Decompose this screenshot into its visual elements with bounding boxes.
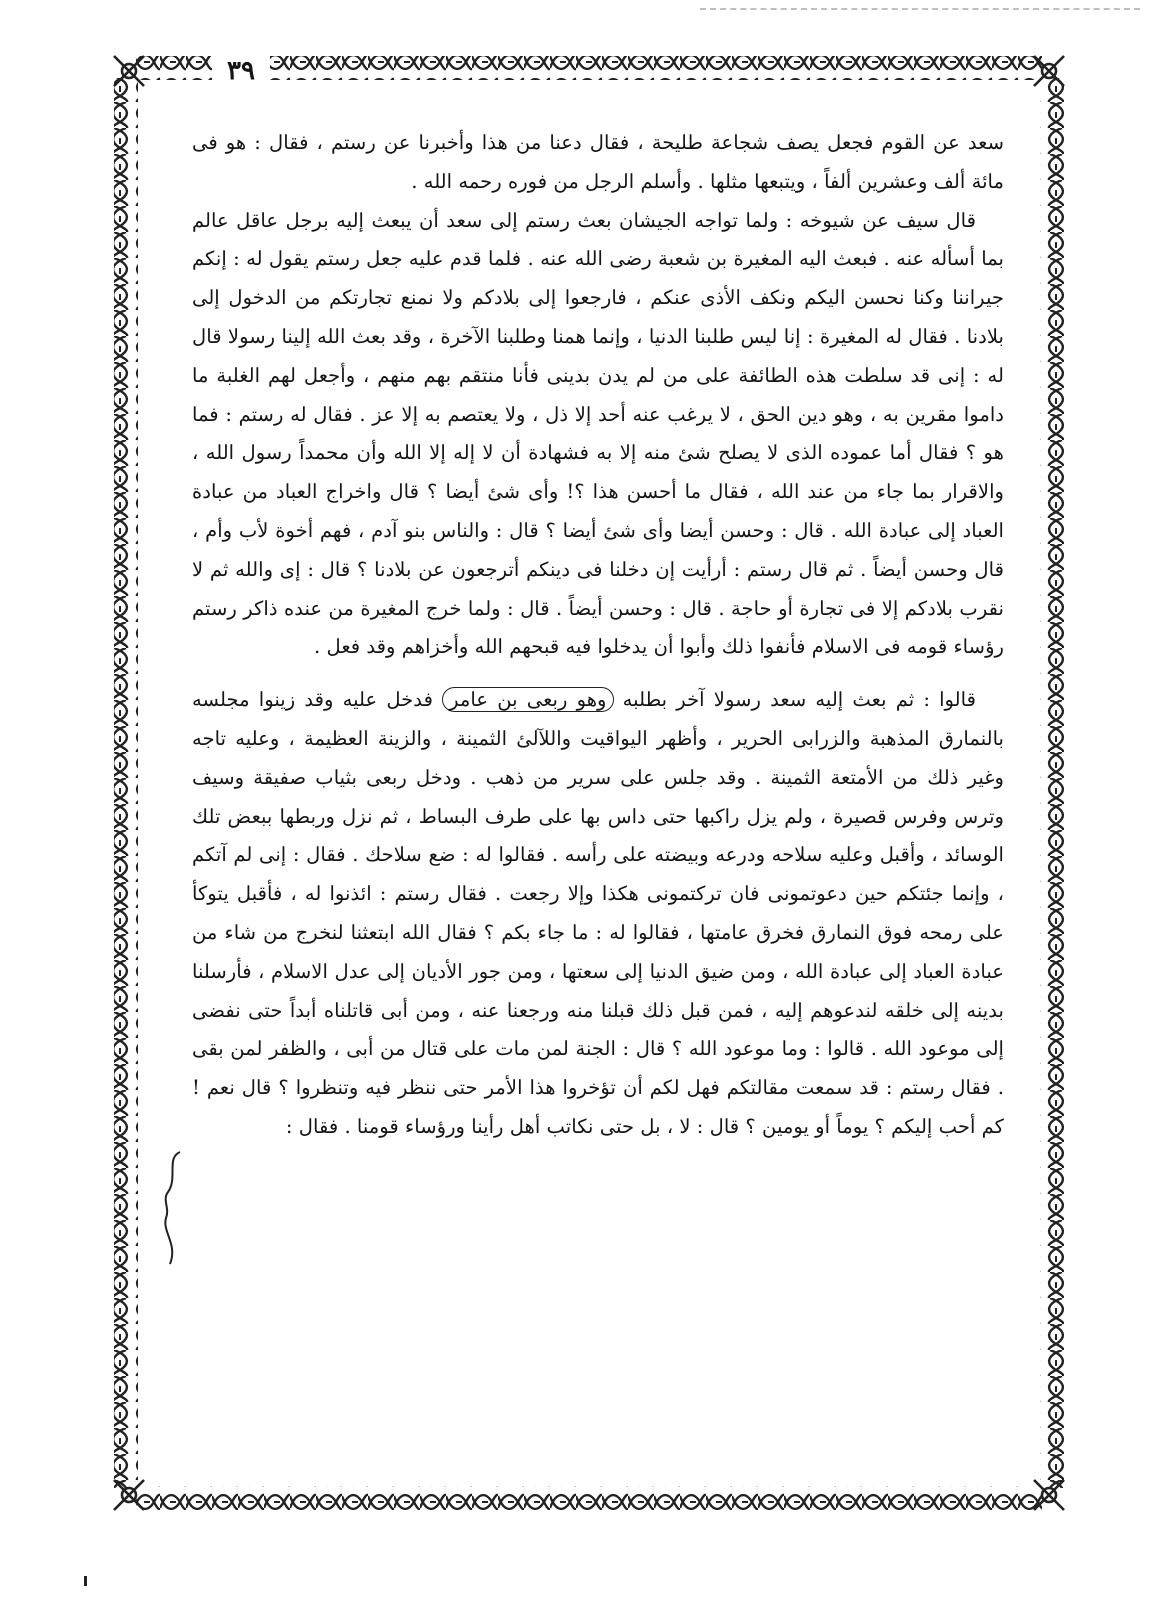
- page-body: [192, 124, 1004, 1147]
- top-dashed-line: [700, 8, 1140, 10]
- paragraph-1: سعد عن القوم فجعل يصف شجاعة طليحة ، فقال دعنا من هذا وأخبرنا عن رستم ، فقال : هو فى مائة ألف وعشرين ألفاً ، ويتبعها مثلها . وأسلم الرجل من فوره رحمه الله .: [192, 131, 1004, 193]
- paragraph-2: قال سيف عن شيوخه : ولما تواجه الجيشان بعث رستم إلى سعد أن يبعث إليه برجل عاقل عالم بما أسأله عنه . فبعث اليه المغيرة بن شعبة رضى الله عنه . فلما قدم عليه جعل رستم يقول له : إنكم جيراننا وكنا نحسن اليكم ونكف الأذى عنكم ، فارجعوا إلى بلادكم ولا نمنع تجارتكم من الدخول إلى بلادنا . فقال له المغيرة : إنا ليس طلبنا الدنيا ، وإنما همنا وطلبنا الآخرة ، وقد بعث الله إلينا رسولا قال له : إنى قد سلطت هذه الطائفة على من لم يدن بدينى فأنا منتقم بهم منهم ، وأجعل لهم الغلبة ما داموا مقرين به ، وهو دين الحق ، لا يرغب عنه أحد إلا ذل ، ولا يعتصم به إلا عز . فقال له رستم : فما هو ؟ فقال أما عموده الذى لا يصلح شئ منه إلا به فشهادة أن لا إله إلا الله وأن محمداً رسول الله ، والاقرار بما جاء من عند الله ، فقال ما أحسن هذا ؟! وأى شئ أيضا ؟ قال واخراج العباد من عبادة العباد إلى عبادة الله . قال : وحسن أيضا وأى شئ أيضا ؟ قال : والناس بنو آدم ، فهم أخوة لأب وأم ، قال وحسن أيضاً . ثم قال رستم : أرأيت إن دخلنا فى دينكم أترجعون عن بلادنا ؟ قال : إى والله ثم لا نقرب بلادكم إلا فى تجارة أو حاجة . قال : وحسن أيضاً . قال : ولما خرج المغيرة من عنده ذاكر رستم رؤساء قومه فى الاسلام فأنفوا ذلك وأبوا أن يدخلوا فيه قبحهم الله وأخزاهم وقد فعل .: [192, 208, 1005, 659]
- bottom-scan-mark: [84, 1576, 87, 1586]
- circled-annotation: وهو ربعى بن عامر: [442, 687, 613, 712]
- paragraph-3-rest: فدخل عليه وقد زينوا مجلسه بالنمارق المذهبة والزرابى الحرير ، وأظهر اليواقيت واللآلئ الثمينة ، والزينة العظيمة ، وعليه تاجه وغير ذلك من الأمتعة الثمينة . وقد جلس على سرير من ذهب . ودخل ربعى بثياب صفيقة وسيف وترس وفرس قصيرة ، ولم يزل راكبها حتى داس بها على طرف البساط ، ثم نزل وربطها ببعض تلك الوسائد ، وأقبل وعليه سلاحه ودرعه وبيضته على رأسه . فقالوا له : ضع سلاحك . فقال : إنى لم آتكم ، وإنما جئتكم حين دعوتمونى فان تركتمونى هكذا وإلا رجعت . فقال رستم : ائذنوا له ، فأقبل يتوكأ على رمحه فوق النمارق فخرق عامتها ، فقالوا له : ما جاء بكم ؟ فقال الله ابتعثنا لنخرج من شاء من عبادة العباد إلى عبادة الله ، ومن ضيق الدنيا إلى سعتها ، ومن جور الأديان إلى عدل الاسلام ، فأرسلنا بدينه إلى خلقه لندعوهم إليه ، فمن قبل ذلك قبلنا منه ورجعنا عنه ، ومن أبى قاتلناه أبداً حتى نفضى إلى موعود الله . قالوا : وما موعود الله ؟ قال : الجنة لمن مات على قتال من أبى ، والظفر لمن بقى . فقال رستم : قد سمعت مقالتكم فهل لكم أن تؤخروا هذا الأمر حتى ننظر فيه وتنظروا ؟ قال نعم ! كم أحب إليكم ؟ يوماً أو يومين ؟ قال : لا ، بل حتى نكاتب أهل رأينا ورؤساء قومنا . فقال :: [192, 688, 1005, 1138]
- paragraph-3: [192, 681, 1004, 1147]
- margin-brace-mark: [158, 1148, 188, 1268]
- paragraph-3-start: قالوا : ثم بعث إليه سعد رسولا آخر بطلبه: [613, 688, 976, 712]
- page-number: ٣٩: [212, 54, 270, 88]
